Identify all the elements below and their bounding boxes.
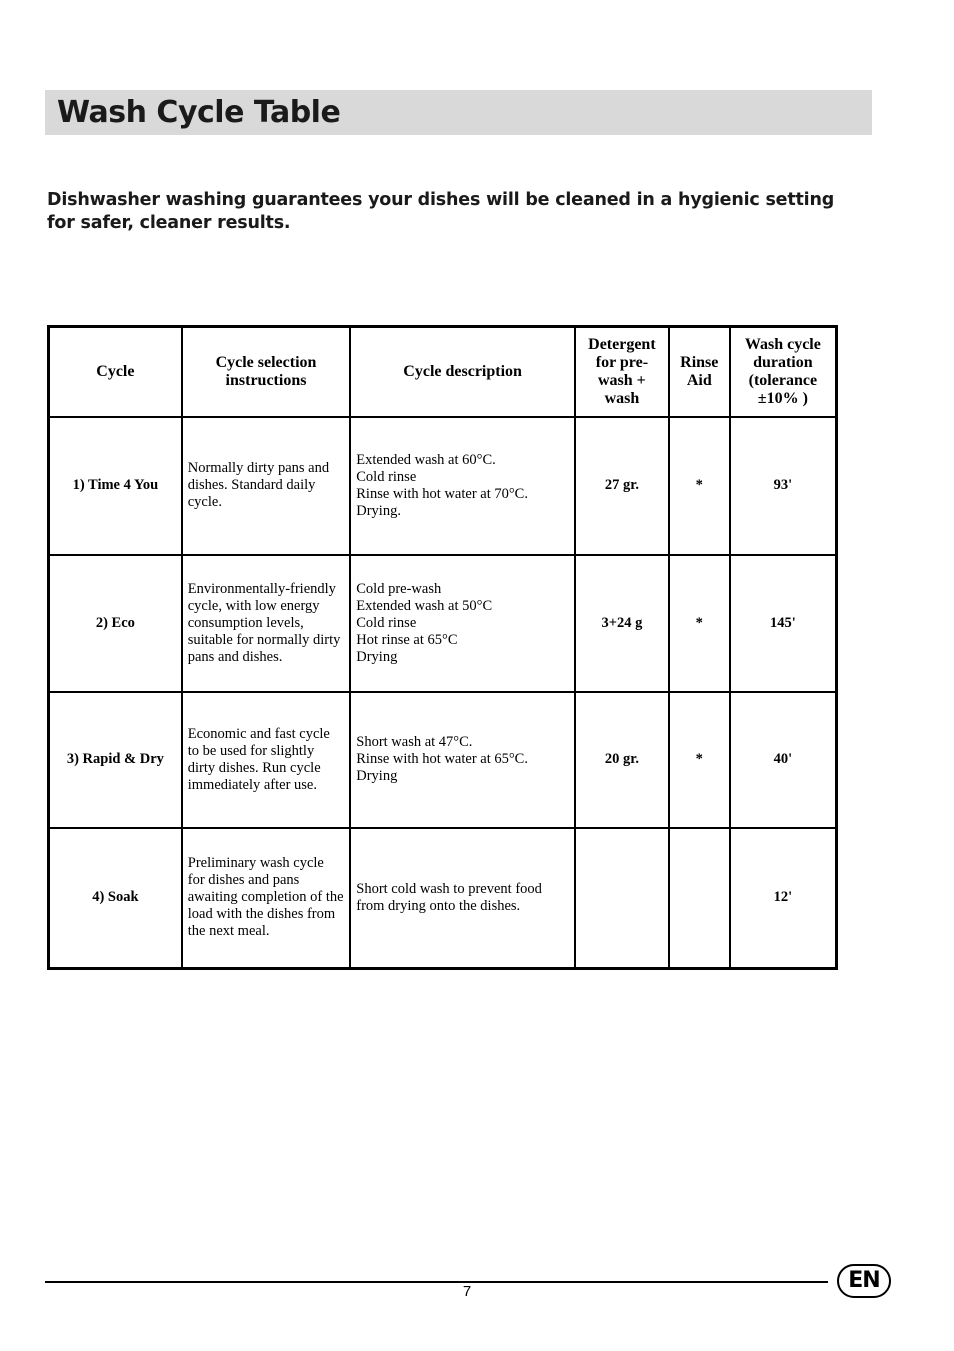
description-line: Extended wash at 60°C.	[356, 451, 496, 468]
cycle-duration: 12'	[730, 828, 837, 969]
title-bar	[45, 90, 872, 135]
header-description: Cycle description	[350, 327, 575, 417]
rinse-aid-mark: *	[669, 692, 730, 828]
rinse-aid-mark: *	[669, 417, 730, 555]
page-title: Wash Cycle Table	[57, 95, 341, 130]
table-row	[49, 692, 837, 828]
description-line: Short wash at 47°C.	[356, 734, 473, 750]
table-header-row	[49, 327, 837, 417]
description-line: Drying.	[356, 502, 401, 519]
cycle-instructions: Preliminary wash cycle for dishes and pans awaiting completion of the load with the dishes from the next meal.	[182, 828, 351, 969]
cycle-name: 1) Time 4 You	[49, 417, 182, 555]
footer-divider	[45, 1281, 828, 1283]
header-cycle: Cycle	[49, 327, 182, 417]
cycle-instructions: Environmentally-friendly cycle, with low energy consumption levels, suitable for normally dirty pans and dishes.	[182, 555, 351, 692]
intro-text: Dishwasher washing guarantees your dishes will be cleaned in a hygienic setting for safer, cleaner results.	[47, 190, 835, 233]
table-row	[49, 555, 837, 692]
description-line: Short cold wash to prevent food from drying onto the dishes.	[356, 880, 542, 914]
cycle-name: 2) Eco	[49, 555, 182, 692]
cycle-description	[350, 828, 575, 969]
cycle-description	[350, 555, 575, 692]
detergent-amount	[575, 828, 669, 969]
description-line: Rinse with hot water at 65°C.	[356, 751, 528, 767]
language-badge: EN	[837, 1264, 891, 1298]
description-line: Hot rinse at 65°C	[356, 631, 458, 648]
detergent-amount: 20 gr.	[575, 692, 669, 828]
description-line: Cold rinse	[356, 614, 417, 631]
cycle-duration: 40'	[730, 692, 837, 828]
description-line: Rinse with hot water at 70°C.	[356, 485, 528, 502]
description-line: Drying	[356, 768, 398, 784]
description-line: Extended wash at 50°C	[356, 597, 493, 614]
description-line: Drying	[356, 648, 398, 665]
rinse-aid-mark	[669, 828, 730, 969]
header-duration: Wash cycle duration (tolerance ±10% )	[730, 327, 837, 417]
cycle-duration: 145'	[730, 555, 837, 692]
cycle-description	[350, 692, 575, 828]
detergent-amount: 27 gr.	[575, 417, 669, 555]
cycle-duration: 93'	[730, 417, 837, 555]
header-detergent: Detergent for pre-wash + wash	[575, 327, 669, 417]
cycle-instructions: Economic and fast cycle to be used for slightly dirty dishes. Run cycle immediately after use.	[182, 692, 351, 828]
description-line: Cold pre-wash	[356, 580, 442, 597]
table-row	[49, 417, 837, 555]
header-instructions: Cycle selection instructions	[182, 327, 351, 417]
description-line: Cold rinse	[356, 468, 417, 485]
wash-cycle-table	[47, 325, 838, 970]
rinse-aid-mark: *	[669, 555, 730, 692]
detergent-amount: 3+24 g	[575, 555, 669, 692]
page-number: 7	[462, 1283, 472, 1300]
cycle-name: 3) Rapid & Dry	[49, 692, 182, 828]
cycle-name: 4) Soak	[49, 828, 182, 969]
header-rinse-aid: Rinse Aid	[669, 327, 730, 417]
table-row	[49, 828, 837, 969]
cycle-description	[350, 417, 575, 555]
cycle-instructions: Normally dirty pans and dishes. Standard daily cycle.	[182, 417, 351, 555]
